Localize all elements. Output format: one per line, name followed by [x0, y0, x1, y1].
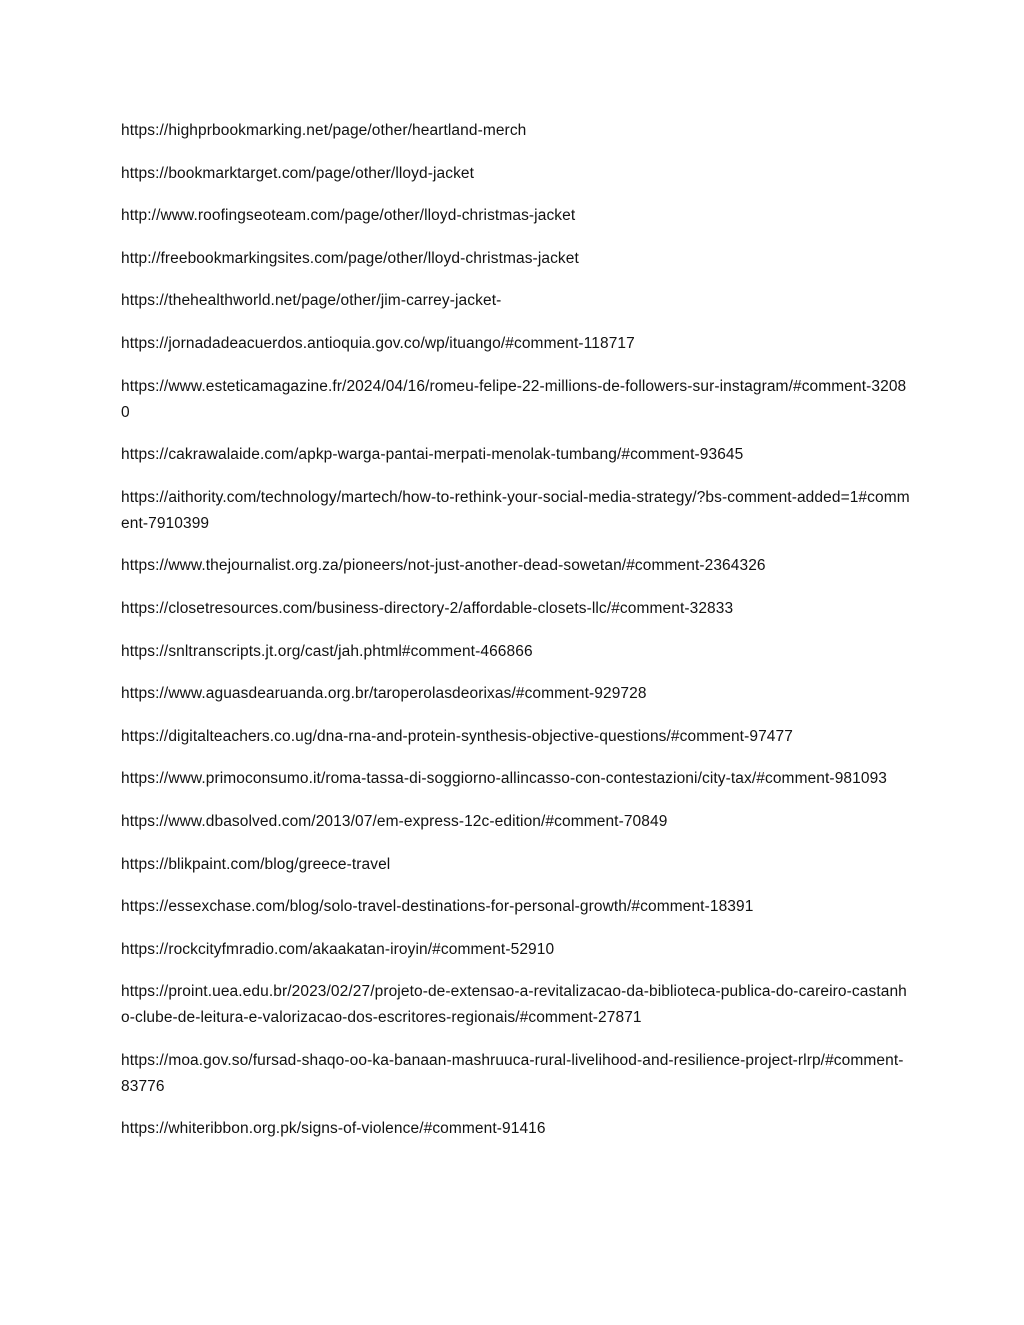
url-item: https://www.thejournalist.org.za/pioneers/not-just-another-dead-sowetan/#comment-2364326 [121, 557, 766, 575]
url-item: http://www.roofingseoteam.com/page/other/lloyd-christmas-jacket [121, 207, 576, 225]
url-item: https://www.primoconsumo.it/roma-tassa-di-soggiorno-allincasso-con-contestazioni/city-tax/#comment-981093 [121, 770, 888, 788]
url-item: https://essexchase.com/blog/solo-travel-destinations-for-personal-growth/#comment-18391 [121, 898, 754, 916]
url-item: http://freebookmarkingsites.com/page/other/lloyd-christmas-jacket [121, 249, 579, 267]
url-item: https://highprbookmarking.net/page/other/heartland-merch [121, 122, 527, 139]
url-item: https://blikpaint.com/blog/greece-travel [121, 855, 391, 873]
url-item: https://rockcityfmradio.com/akaakatan-iroyin/#comment-52910 [121, 940, 555, 958]
url-item: https://closetresources.com/business-directory-2/affordable-closets-llc/#comment-32833 [121, 599, 734, 617]
url-item: https://bookmarktarget.com/page/other/lloyd-jacket [121, 164, 475, 182]
url-item: https://thehealthworld.net/page/other/jim-carrey-jacket- [121, 292, 502, 310]
url-item: https://digitalteachers.co.ug/dna-rna-and-protein-synthesis-objective-questions/#comment-97477 [121, 727, 793, 745]
url-list [121, 118, 911, 1159]
url-item: https://aithority.com/technology/martech/how-to-rethink-your-social-media-strategy/?bs-comment-added=1#comment-7910399 [121, 488, 910, 532]
url-item: https://www.esteticamagazine.fr/2024/04/16/romeu-felipe-22-millions-de-followers-sur-instagram/#comment-32080 [121, 377, 907, 421]
url-item: https://www.dbasolved.com/2013/07/em-express-12c-edition/#comment-70849 [121, 812, 668, 830]
url-item: https://proint.uea.edu.br/2023/02/27/projeto-de-extensao-a-revitalizacao-da-biblioteca-publica-do-careiro-castanho-clube-de-leitura-e-valorizacao-dos-escritores-regionais/#comment-27871 [121, 983, 907, 1027]
url-item: https://moa.gov.so/fursad-shaqo-oo-ka-banaan-mashruuca-rural-livelihood-and-resilience-project-rlrp/#comment-83776 [121, 1051, 904, 1095]
url-item: https://cakrawalaide.com/apkp-warga-pantai-merpati-menolak-tumbang/#comment-93645 [121, 446, 744, 464]
url-item: https://snltranscripts.jt.org/cast/jah.phtml#comment-466866 [121, 642, 533, 660]
url-item: https://whiteribbon.org.pk/signs-of-violence/#comment-91416 [121, 1120, 546, 1138]
url-item: https://jornadadeacuerdos.antioquia.gov.co/wp/ituango/#comment-118717 [121, 334, 635, 352]
url-item: https://www.aguasdearuanda.org.br/taroperolasdeorixas/#comment-929728 [121, 685, 647, 703]
